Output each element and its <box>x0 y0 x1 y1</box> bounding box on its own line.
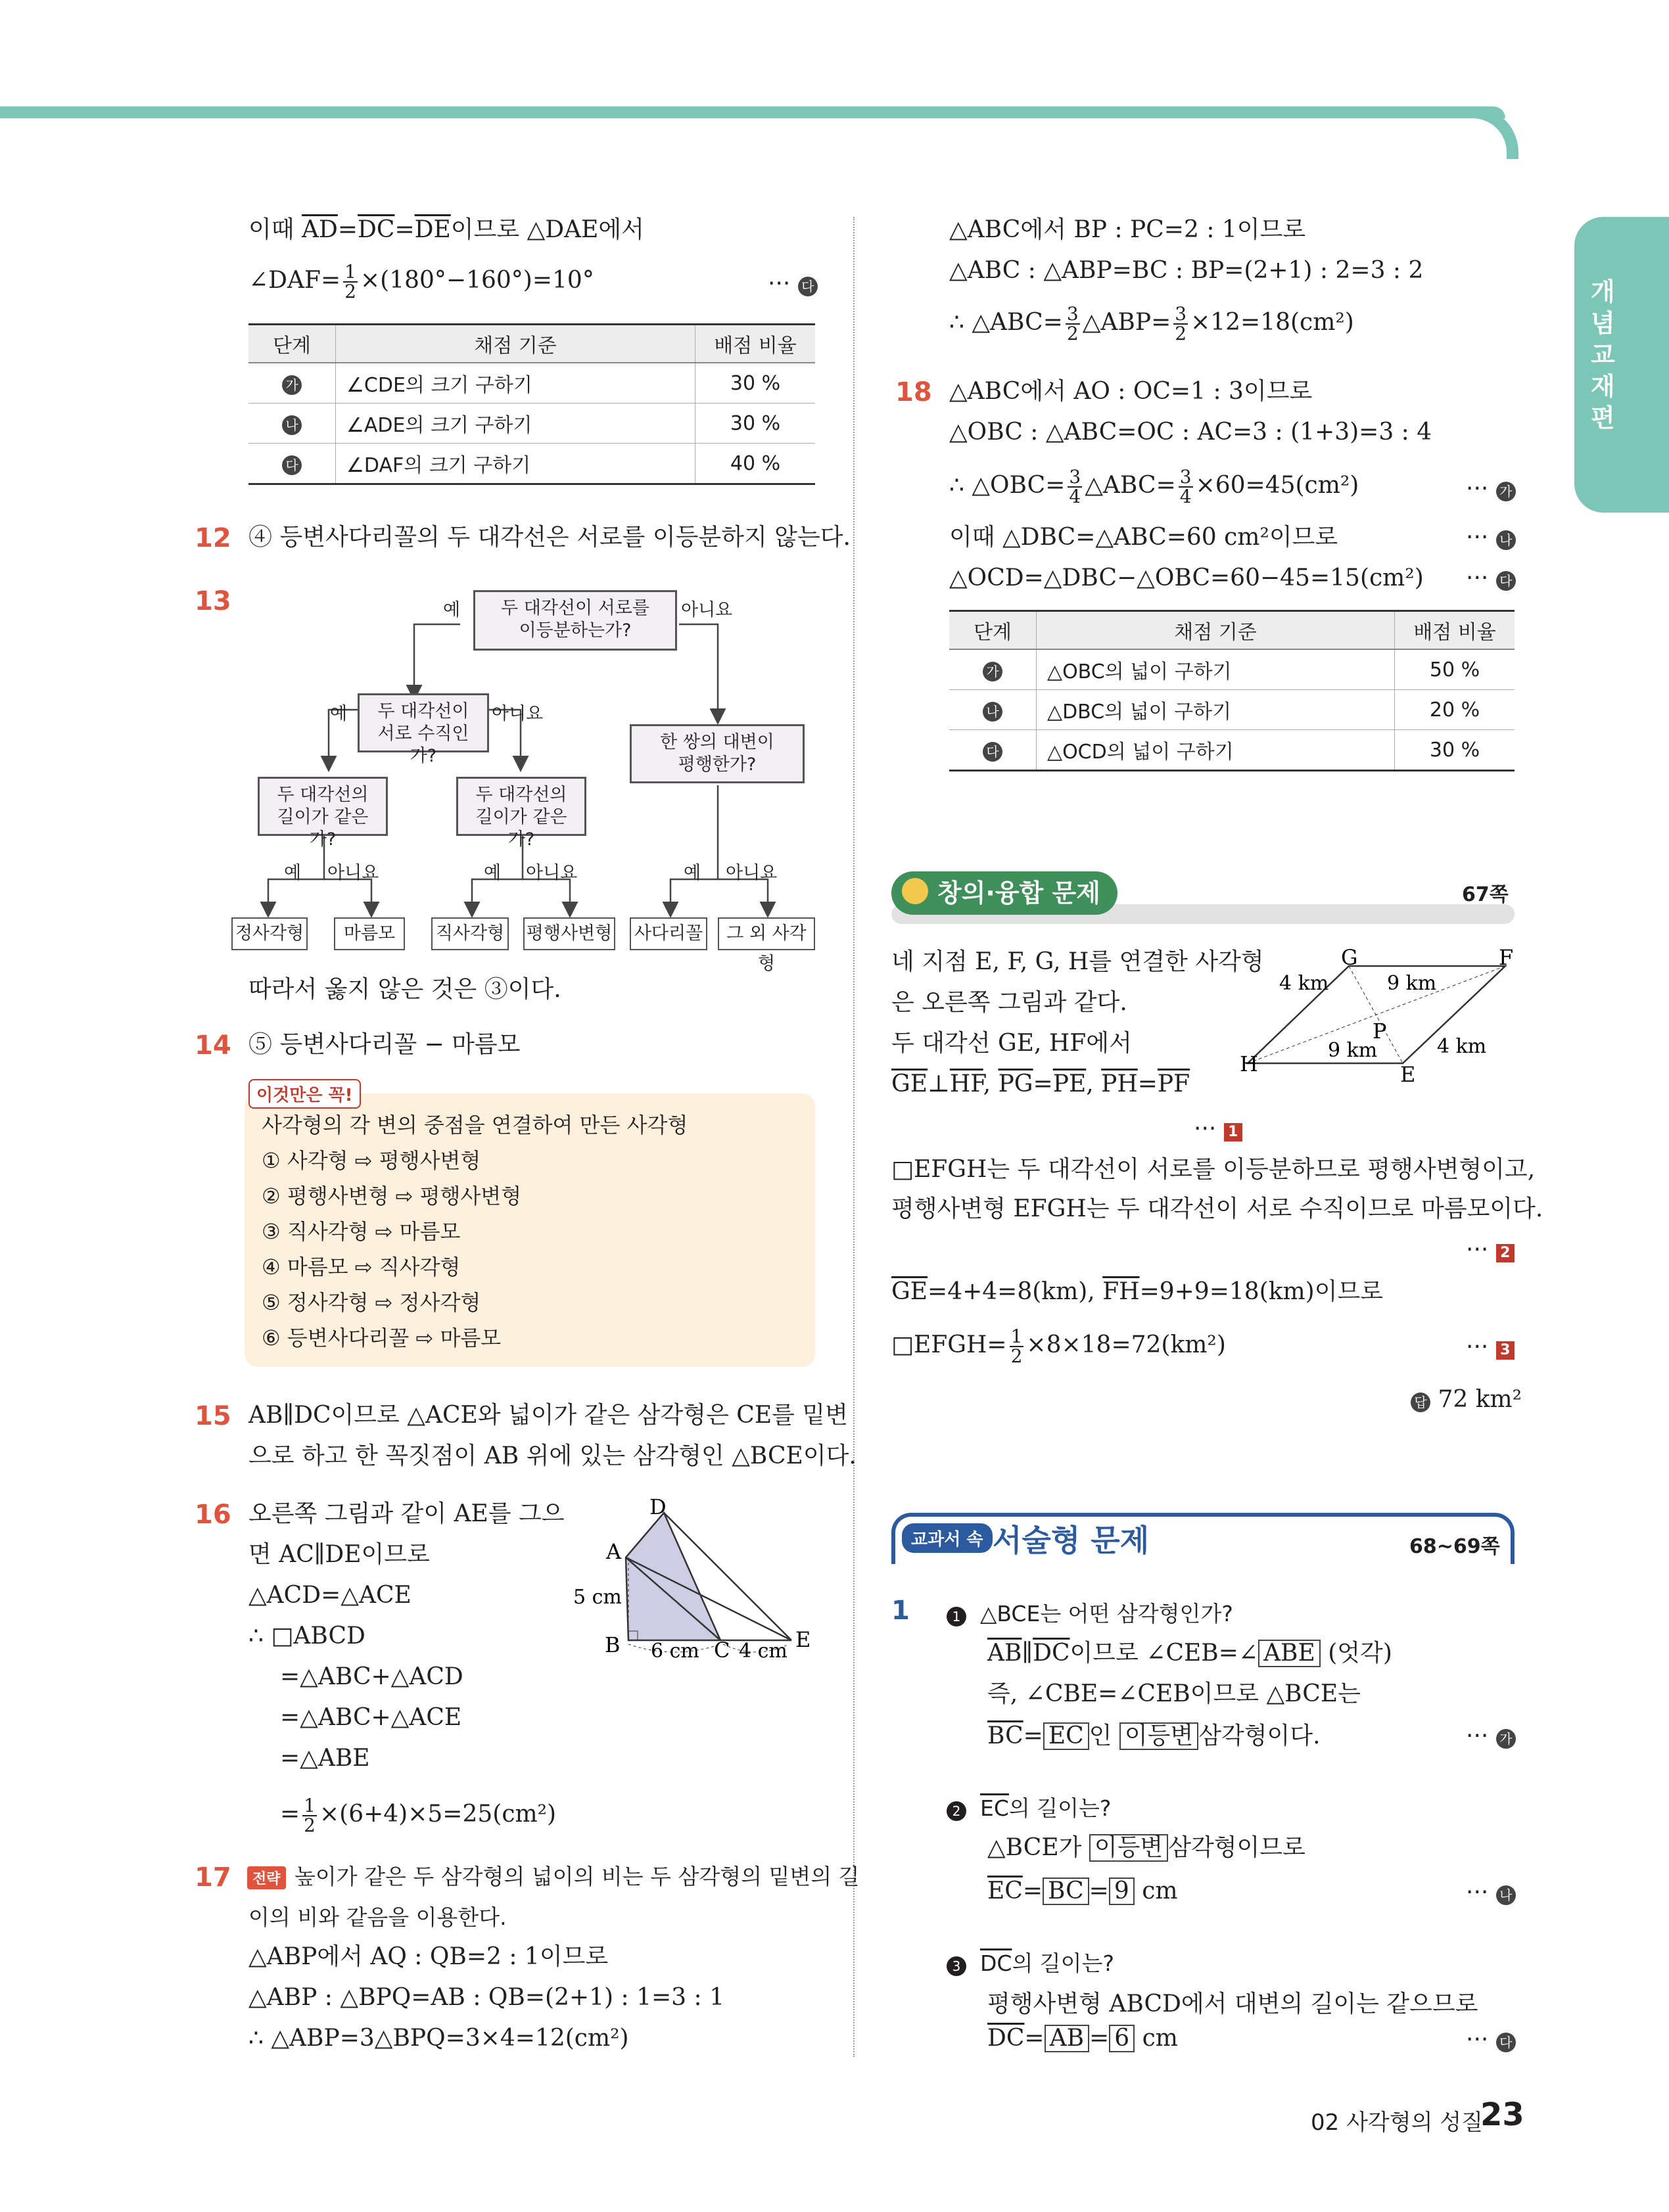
problem-17-line: 높이가 같은 두 삼각형의 넓이의 비는 두 삼각형의 밑변의 길 <box>294 1864 860 1889</box>
fig16-label-D: D <box>649 1494 667 1519</box>
problem-17-line: ∴ △ABP=3△BPQ=3×4=12(cm²) <box>248 2025 629 2052</box>
problem-15-line1: AB∥DC이므로 △ACE와 넓이가 같은 삼각형은 CE를 밑변 <box>248 1402 848 1429</box>
problem-17-line: △ABP : △BPQ=AB : QB=(2+1) : 1=3 : 1 <box>248 1984 724 2011</box>
column-divider <box>853 217 855 2057</box>
problem-18-line3: ∴ △OBC= $\frac{3}{4}$ △ABC= $\frac{3}{4}$ ×60=45(cm²) <box>949 466 1359 507</box>
intro-line2: ∠DAF= $\frac{1}{2}$ ×(180°−160°)=10° <box>248 261 594 302</box>
table-row: 가 ∠CDE의 크기 구하기 30 % <box>248 363 815 403</box>
problem-14-text: ⑤ 등변사다리꼴 − 마름모 <box>248 1031 521 1058</box>
essay-step2-line1: △BCE가 이등변 삼각형이므로 <box>987 1834 1305 1861</box>
tip-item: ⑤ 정사각형 ⇨ 정사각형 <box>262 1290 481 1315</box>
lightbulb-icon <box>902 878 928 904</box>
problem-15-number: 15 <box>195 1401 231 1431</box>
flow-question-perpendicular: 두 대각선이 서로 수직인가? <box>358 693 489 752</box>
leaf-trapezoid: 사다리꼴 <box>630 917 707 950</box>
flow-yes-label: 예 <box>284 863 302 883</box>
footer-chapter: 02 사각형의 성질 <box>1311 2109 1483 2136</box>
problem-17-number: 17 <box>195 1862 231 1893</box>
right-top-line: △ABC에서 BP : PC=2 : 1이므로 <box>949 216 1306 243</box>
fig-label-d4: 4 km <box>1437 1035 1487 1058</box>
tip-item: ① 사각형 ⇨ 평행사변형 <box>262 1148 481 1173</box>
fig-label-P: P <box>1373 1019 1387 1044</box>
flow-yes-label: 예 <box>443 600 461 620</box>
problem-18-line5: △OCD=△DBC−△OBC=60−45=15(cm²) <box>949 565 1424 591</box>
fig16-label-C: C <box>714 1638 730 1663</box>
fig-label-H: H <box>1240 1051 1258 1076</box>
essay-step1-question: 1 △BCE는 어떤 삼각형인가? <box>947 1600 1233 1628</box>
table-row: 나 △DBC의 넓이 구하기 20 % <box>949 690 1515 730</box>
problem-16-line: 오른쪽 그림과 같이 AE를 그으 <box>248 1500 565 1527</box>
mark-da-2: ··· 다 <box>1466 564 1516 593</box>
leaf-square: 정사각형 <box>231 917 308 950</box>
top-bar <box>0 106 1505 118</box>
fig-label-d3: 9 km <box>1328 1039 1378 1062</box>
problem-16-number: 16 <box>195 1500 231 1530</box>
mark-1: ··· 1 <box>1194 1115 1242 1143</box>
problem-13-conclusion: 따라서 옳지 않은 것은 ③이다. <box>248 976 561 1003</box>
leaf-rhombus: 마름모 <box>334 917 405 950</box>
creative-para2-line2: 평행사변형 EFGH는 두 대각선이 서로 수직이므로 마름모이다. <box>891 1195 1543 1222</box>
flow-no-label: 아니요 <box>726 863 778 883</box>
tip-badge: 이것만은 꼭! <box>248 1079 361 1109</box>
tip-title: 사각형의 각 변의 중점을 연결하여 만든 사각형 <box>262 1113 688 1138</box>
flow-no-label: 아니요 <box>526 863 578 883</box>
fig-label-d2: 9 km <box>1387 972 1437 995</box>
right-top-line3: ∴ △ABC= $\frac{3}{2}$ △ABP= $\frac{3}{2}$ ×12=18(cm²) <box>949 303 1354 344</box>
leaf-parallelogram: 평행사변형 <box>523 917 615 950</box>
tip-item: ④ 마름모 ⇨ 직사각형 <box>262 1255 461 1279</box>
problem-18-line4: 이때 △DBC=△ABC=60 cm²이므로 <box>949 524 1338 551</box>
problem-18-line: △OBC : △ABC=OC : AC=3 : (1+3)=3 : 4 <box>949 419 1432 446</box>
problem-18-number: 18 <box>895 377 932 407</box>
flow-no-label: 아니요 <box>681 600 733 620</box>
intro-line1: 이때 $\overline{AD}=\overline{DC}=\overline{DE}$이므로 △DAE에서 <box>248 216 644 243</box>
creative-para4: □EFGH= $\frac{1}{2}$ ×8×18=72(km²) <box>891 1325 1226 1367</box>
mark-na-essay: ··· 나 <box>1466 1878 1516 1907</box>
problem-16-last: = $\frac{1}{2}$ ×(6+4)×5=25(cm²) <box>280 1795 557 1836</box>
problem-12-number: 12 <box>195 523 231 553</box>
leaf-other: 그 외 사각형 <box>718 917 815 950</box>
creative-line4: $\overline{GE}\perp\overline{HF}$, $\overline{PG}=\overline{PE}$, $\overline{PH}=\overline{PF}$ <box>891 1071 1190 1097</box>
table-row: 다 △OCD의 넓이 구하기 30 % <box>949 730 1515 771</box>
right-top-line: △ABC : △ABP=BC : BP=(2+1) : 2=3 : 2 <box>949 257 1424 284</box>
rhombus-figure <box>1242 946 1518 1091</box>
fig16-label-E: E <box>795 1627 811 1652</box>
footer-page-number: 23 <box>1480 2096 1524 2133</box>
essay-badge: 교과서 속 <box>902 1523 993 1553</box>
creative-line: 은 오른쪽 그림과 같다. <box>891 989 1127 1016</box>
problem-12-text: ④ 등변사다리꼴의 두 대각선은 서로를 이등분하지 않는다. <box>248 524 851 551</box>
essay-step2-line2: $\overline{EC}=$ BC = 9 cm <box>987 1878 1178 1904</box>
flow-question-length-2: 두 대각선의 길이가 같은가? <box>456 777 586 836</box>
tip-item: ② 평행사변형 ⇨ 평행사변형 <box>262 1184 522 1209</box>
creative-page-ref: 67쪽 <box>1462 883 1509 906</box>
fig16-label-bc: 6 cm <box>651 1640 699 1663</box>
flow-question-parallel: 한 쌍의 대변이 평행한가? <box>630 724 805 783</box>
fig-label-d1: 4 km <box>1279 972 1329 995</box>
mark-2: ··· 2 <box>1466 1235 1515 1264</box>
mark-ga: ··· 가 <box>1466 474 1516 503</box>
essay-title: 서술형 문제 <box>993 1523 1150 1558</box>
creative-para3: $\overline{GE}=4+4=8(km)$, $\overline{FH}=9+9=18(km)$이므로 <box>891 1278 1384 1305</box>
problem-15-line2: 으로 하고 한 꼭짓점이 AB 위에 있는 삼각형인 △BCE이다. <box>248 1442 857 1469</box>
fig16-label-A: A <box>606 1539 622 1564</box>
creative-para2-line1: □EFGH는 두 대각선이 서로를 이등분하므로 평행사변형이고, <box>891 1156 1536 1183</box>
problem-16-line: =△ABC+△ACE <box>280 1704 462 1731</box>
essay-step1-line3: $\overline{BC}=$ EC 인 이등변 삼각형이다. <box>987 1722 1321 1749</box>
fig16-label-B: B <box>605 1632 621 1657</box>
creative-line: 네 지점 E, F, G, H를 연결한 사각형 <box>891 948 1264 975</box>
essay-page-ref: 68~69쪽 <box>1409 1535 1500 1558</box>
problem-18-line: △ABC에서 AO : OC=1 : 3이므로 <box>949 378 1313 405</box>
problem-13-number: 13 <box>195 586 231 616</box>
mark-da-1: ··· 다 <box>768 269 818 298</box>
strategy-badge: 전략 <box>247 1866 286 1889</box>
creative-answer: 답 72 km² <box>1411 1385 1522 1414</box>
flow-no-label: 아니요 <box>327 863 379 883</box>
essay-step1-line1: $\overline{AB}\parallel\overline{DC}$이므로 ∠CEB=∠ ABE (엇각) <box>987 1640 1392 1667</box>
side-tab-label: 개념교재편 <box>1591 277 1615 432</box>
mark-na: ··· 나 <box>1466 523 1516 552</box>
fig16-label-height: 5 cm <box>573 1586 622 1609</box>
flow-yes-label: 예 <box>484 863 502 883</box>
leaf-rectangle: 직사각형 <box>431 917 509 950</box>
problem-16-line: =△ABC+△ACD <box>280 1663 463 1690</box>
problem-16-line: △ACD=△ACE <box>248 1582 411 1609</box>
problem-16-line: ∴ □ABCD <box>248 1623 365 1649</box>
creative-header: 창의·융합 문제 <box>891 871 1117 915</box>
flow-yes-label: 예 <box>684 863 701 883</box>
flow-question-bisect: 두 대각선이 서로를 이등분하는가? <box>473 590 677 651</box>
scoring-table-2: 단계 채점 기준 배점 비율 가 △OBC의 넓이 구하기 50 % 나 △DBC의 넓이 구하기 20 % 다 △OCD의 넓이 구하기 30 % <box>949 610 1515 772</box>
problem-16-line: 면 AC∥DE이므로 <box>248 1541 430 1568</box>
table-row: 나 ∠ADE의 크기 구하기 30 % <box>248 403 815 444</box>
problem-17-line: △ABP에서 AQ : QB=2 : 1이므로 <box>248 1943 609 1970</box>
fig-label-F: F <box>1499 945 1514 970</box>
essay-step3-line2: $\overline{DC}=$ AB = 6 cm <box>987 2025 1178 2052</box>
tip-item: ③ 직사각형 ⇨ 마름모 <box>262 1219 461 1244</box>
problem-17-line: 이의 비와 같음을 이용한다. <box>248 1904 507 1930</box>
figure-16 <box>565 1494 828 1669</box>
flow-question-length-1: 두 대각선의 길이가 같은가? <box>258 777 388 836</box>
essay-step3-question: 3 $\overline{DC}$의 길이는? <box>947 1949 1114 1978</box>
problem-14-number: 14 <box>195 1030 231 1061</box>
fig16-label-ce: 4 cm <box>739 1640 787 1663</box>
essay-step2-question: 2 $\overline{EC}$의 길이는? <box>947 1794 1111 1823</box>
essay-step3-line1: 평행사변형 ABCD에서 대변의 길이는 같으므로 <box>987 1991 1478 2017</box>
fig-label-G: G <box>1341 945 1358 970</box>
mark-da-essay: ··· 다 <box>1466 2025 1516 2054</box>
flow-yes-label: 예 <box>330 704 348 724</box>
creative-line: 두 대각선 GE, HF에서 <box>891 1030 1132 1057</box>
side-tab <box>1574 217 1669 513</box>
mark-3: ··· 3 <box>1466 1333 1515 1362</box>
table-row: 가 △OBC의 넓이 구하기 50 % <box>949 649 1515 690</box>
fig-label-E: E <box>1400 1062 1416 1087</box>
flow-no-label: 아니요 <box>492 704 544 724</box>
table-row: 다 ∠DAF의 크기 구하기 40 % <box>248 444 815 484</box>
essay-step1-line2: 즉, ∠CBE=∠CEB이므로 △BCE는 <box>987 1680 1361 1707</box>
scoring-table-1: 단계 채점 기준 배점 비율 가 ∠CDE의 크기 구하기 30 % 나 ∠ADE의 크기 구하기 30 % 다 ∠DAF의 크기 구하기 40 % <box>248 323 815 485</box>
tip-item: ⑥ 등변사다리꼴 ⇨ 마름모 <box>262 1325 502 1350</box>
problem-16-line: =△ABE <box>280 1745 370 1772</box>
mark-ga-essay: ··· 가 <box>1466 1722 1516 1751</box>
top-bar-curve <box>1466 106 1518 159</box>
essay-problem-number: 1 <box>891 1596 910 1626</box>
